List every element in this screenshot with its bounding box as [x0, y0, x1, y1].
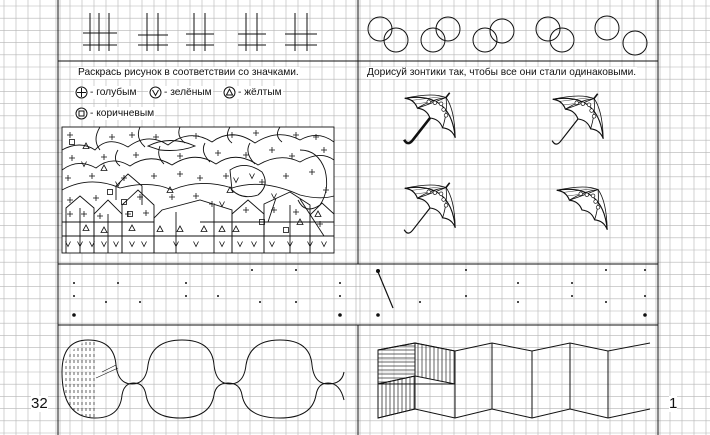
coloring-picture — [62, 127, 334, 253]
wave-band — [62, 340, 344, 418]
legend-item-brown — [74, 107, 155, 120]
sample-stroke — [378, 272, 393, 308]
coloring-task-instruction: Раскрась рисунок в соответствии со значками. — [78, 67, 299, 78]
umbrella-drawings — [384, 73, 623, 254]
plus-circle-icon — [75, 86, 88, 99]
legend-label-green: - зелёным — [164, 86, 212, 98]
circle-patterns — [368, 16, 647, 55]
v-circle-icon — [149, 86, 162, 99]
page-number-left: 32 — [31, 395, 48, 412]
triangle-circle-icon — [223, 86, 236, 99]
legend-label-yellow: - жёлтым — [238, 86, 282, 98]
square-circle-icon — [75, 107, 88, 120]
legend-label-brown: - коричневым — [90, 107, 155, 119]
umbrella-task-instruction: Дорисуй зонтики так, чтобы все они стали одинаковыми. — [367, 67, 637, 78]
page-number-right: 1 — [669, 395, 678, 412]
legend-label-blue: - голубым — [90, 86, 137, 98]
dot-rows — [72, 269, 647, 317]
legend-item-yellow — [222, 86, 283, 99]
legend-item-blue — [74, 86, 137, 99]
legend-item-green — [148, 86, 213, 99]
